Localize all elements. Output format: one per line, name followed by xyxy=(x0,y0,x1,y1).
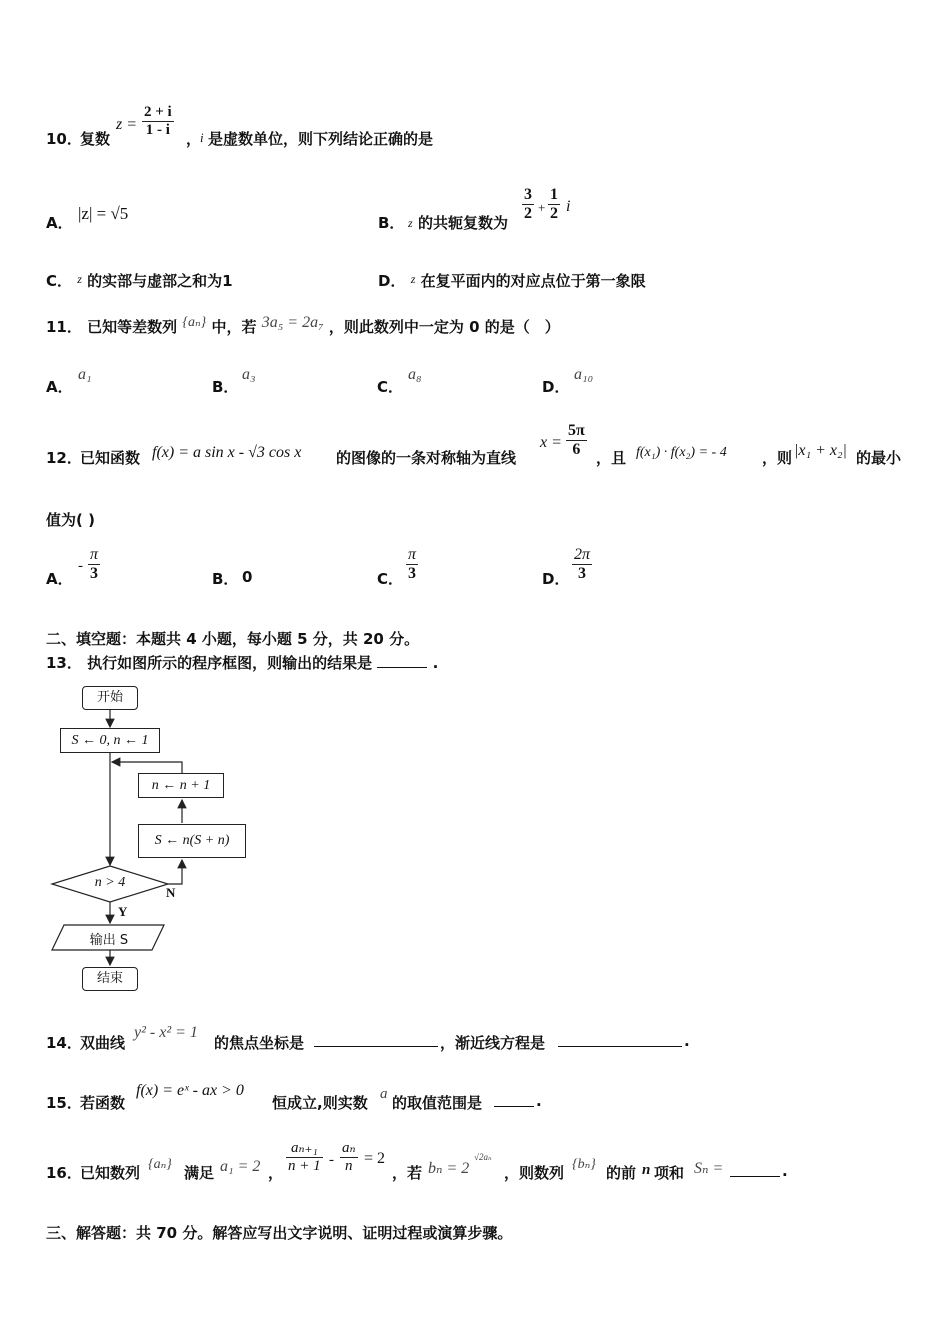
q12-d-den: 3 xyxy=(572,564,592,583)
q13-answer-blank[interactable] xyxy=(377,655,427,668)
q12-c-label: C． xyxy=(377,570,404,588)
q15-stem3: 的取值范围是 xyxy=(392,1094,483,1112)
q10-frac-den: 1 - i xyxy=(142,121,174,139)
q15-function: f(x) = eˣ - ax > 0 xyxy=(136,1082,244,1099)
q12-axis-frac xyxy=(566,422,587,459)
q11-c-label: C． xyxy=(377,378,404,396)
q13-stem xyxy=(46,652,438,673)
q10-b-i: i xyxy=(566,198,571,215)
q11-b-label: B． xyxy=(212,378,239,396)
q12-b-label: B． xyxy=(212,570,239,588)
q14-foci-blank[interactable] xyxy=(314,1034,438,1047)
q16-stem3: ，若 xyxy=(392,1164,423,1182)
q11-zero: 0 xyxy=(469,318,480,336)
q12-stem4: ，则 xyxy=(762,449,793,467)
q10-b-den2: 2 xyxy=(550,205,558,222)
q11-b-value: a₃ xyxy=(242,366,256,383)
flowchart-end: 结束 xyxy=(82,967,138,991)
q14-stem1: 双曲线 xyxy=(80,1034,126,1052)
q12-a-sign: - xyxy=(78,558,83,574)
q15-stem1: 若函数 xyxy=(80,1094,126,1112)
q10-b-z: z xyxy=(408,216,413,230)
q16-b-sequence: {bₙ} xyxy=(572,1157,596,1172)
q11-number: 11． xyxy=(46,318,82,336)
flowchart-start: 开始 xyxy=(82,686,138,710)
q16-stem5: 的前 xyxy=(606,1164,637,1182)
q11-sequence: {aₙ} xyxy=(182,315,207,330)
q12-c-frac xyxy=(406,546,418,583)
q10-option-c xyxy=(46,270,233,291)
q12-d-label: D． xyxy=(542,570,570,588)
q12-product: f(x₁) · f(x₂) = - 4 xyxy=(636,445,727,460)
q16-n: n xyxy=(642,1162,651,1178)
q10-b-label: B． xyxy=(378,214,405,232)
q10-comma: ， xyxy=(186,130,202,148)
q12-c-num: π xyxy=(408,546,417,563)
q16-sequence: {aₙ} xyxy=(148,1157,172,1172)
q15-period: . xyxy=(536,1092,542,1110)
q10-d-text: 在复平面内的对应点位于第一象限 xyxy=(420,272,646,290)
flowchart-output: 输出 S xyxy=(89,933,129,948)
q10-b-plus: + xyxy=(538,200,546,215)
q10-fraction xyxy=(142,104,174,139)
q10-a-label: A． xyxy=(46,214,73,232)
q14-stem3: ，渐近线方程是 xyxy=(440,1034,546,1052)
q10-option-d xyxy=(378,270,646,291)
q16-stem4: ，则数列 xyxy=(504,1164,565,1182)
q12-a-num: π xyxy=(90,546,99,563)
q15-a-symbol: a xyxy=(380,1086,388,1102)
q14-stem2: 的焦点坐标是 xyxy=(214,1034,305,1052)
q10-b-num2: 1 xyxy=(550,186,558,203)
q10-b-text: 的共轭复数为 xyxy=(418,214,509,232)
q10-c-label: C． xyxy=(46,272,73,290)
q12-number: 12． xyxy=(46,449,82,467)
q12-stem2: 的图像的一条对称轴为直线 xyxy=(336,449,517,467)
q12-abs: |x₁ + x₂| xyxy=(794,442,847,459)
q16-period: . xyxy=(782,1162,788,1180)
q10-number: 10． xyxy=(46,130,82,148)
q12-d-frac xyxy=(572,546,592,583)
section2-heading: 二、填空题：本题共 4 小题，每小题 5 分，共 20 分。 xyxy=(46,630,420,648)
q16-number: 16． xyxy=(46,1164,82,1182)
q11-stem3: ，则此数列中一定为 xyxy=(328,318,464,336)
q10-z-eq: z = xyxy=(116,116,138,133)
q11-d-label: D． xyxy=(542,378,570,396)
q10-d-z: z xyxy=(410,272,416,286)
q11-a-label: A． xyxy=(46,378,73,396)
q16-stem xyxy=(46,1138,806,1184)
q16-stem6: 项和 xyxy=(654,1164,685,1182)
q10-d-label: D． xyxy=(378,272,406,290)
q13-number: 13． xyxy=(46,654,82,672)
q11-condition: 3a₅ = 2a₇ xyxy=(261,314,324,331)
q12-options xyxy=(46,546,746,590)
q16-bn-exponent: √2aₙ xyxy=(474,1152,492,1162)
q16-frac1-num: aₙ₊₁ xyxy=(290,1140,318,1156)
q12-stem-continued: 值为( ) xyxy=(46,511,95,529)
q13-period: . xyxy=(432,654,439,672)
q12-a-frac xyxy=(88,546,100,583)
q11-stem1: 已知等差数列 xyxy=(87,318,178,336)
q11-stem4: 的是（ ） xyxy=(484,318,560,336)
q11-stem2: 中，若 xyxy=(211,318,257,336)
q13-stem-text: 执行如图所示的程序框图，则输出的结果是 xyxy=(87,654,373,672)
q14-period: . xyxy=(684,1032,690,1050)
q12-c-den: 3 xyxy=(406,564,418,583)
q15-stem2: 恒成立,则实数 xyxy=(272,1094,368,1112)
q12-stem3: ，且 xyxy=(596,449,627,467)
q14-number: 14． xyxy=(46,1034,82,1052)
q16-frac1 xyxy=(286,1138,323,1175)
q10-b-frac1 xyxy=(522,186,534,223)
q12-b-value: 0 xyxy=(242,568,253,586)
q15-answer-blank[interactable] xyxy=(494,1094,534,1107)
q11-d-value: a₁₀ xyxy=(574,366,594,383)
q10-c-z: z xyxy=(77,272,82,286)
q14-stem xyxy=(46,1024,746,1054)
flowchart-increment: n ← n + 1 xyxy=(138,773,224,798)
q16-a1: a₁ = 2 xyxy=(220,1158,261,1175)
q12-axis-num: 5π xyxy=(568,422,585,439)
q10-i-symbol: i xyxy=(200,130,204,145)
q12-x-eq: x = xyxy=(540,434,562,451)
q16-eq2: = 2 xyxy=(364,1150,386,1167)
q12-stem xyxy=(46,422,926,472)
q10-a-math: |z| = √5 xyxy=(78,204,129,223)
q11-stem xyxy=(46,316,560,337)
q11-options xyxy=(46,366,746,396)
q15-number: 15． xyxy=(46,1094,82,1112)
q12-stem5: 的最小 xyxy=(856,449,902,467)
q16-frac1-den: n + 1 xyxy=(288,1158,321,1174)
q10-stem-pre: 复数 xyxy=(80,130,111,148)
q16-frac2-num: aₙ xyxy=(342,1140,356,1156)
q12-stem1: 已知函数 xyxy=(80,449,141,467)
q10-b-frac2 xyxy=(548,186,560,223)
q10-c-text: 的实部与虚部之和为1 xyxy=(87,272,233,290)
q16-stem2: 满足 xyxy=(184,1164,215,1182)
q16-comma: ， xyxy=(268,1164,284,1182)
q12-a-label: A． xyxy=(46,570,73,588)
q10-b-num1: 3 xyxy=(524,186,532,203)
q12-function: f(x) = a sin x - √3 cos x xyxy=(152,444,302,461)
q16-frac2 xyxy=(340,1138,358,1175)
q11-c-value: a₈ xyxy=(408,366,422,383)
q15-stem xyxy=(46,1082,746,1112)
q16-sn: Sₙ = xyxy=(694,1160,724,1177)
flowchart-update: S ← n(S + n) xyxy=(138,824,246,858)
q13-flowchart xyxy=(40,682,260,994)
q16-minus: - xyxy=(329,1152,334,1168)
q10-b-den1: 2 xyxy=(524,205,532,222)
flowchart-yes-label: Y xyxy=(118,904,128,919)
q12-a-den: 3 xyxy=(88,564,100,583)
q16-answer-blank[interactable] xyxy=(730,1164,780,1177)
q14-equation: y² - x² = 1 xyxy=(134,1024,198,1041)
q11-a-value: a₁ xyxy=(78,366,92,383)
flowchart-no-label: N xyxy=(166,885,176,900)
flowchart-init: S ← 0, n ← 1 xyxy=(60,728,160,753)
q10-stem-post: 是虚数单位，则下列结论正确的是 xyxy=(208,130,434,148)
q14-asymptote-blank[interactable] xyxy=(558,1034,682,1047)
q12-axis-den: 6 xyxy=(566,440,587,459)
q16-stem1: 已知数列 xyxy=(80,1164,141,1182)
q16-bn: bₙ = 2 xyxy=(428,1160,470,1177)
q10-frac-num: 2 + i xyxy=(144,104,172,120)
flowchart-condition: n > 4 xyxy=(94,875,126,890)
section3-heading: 三、解答题：共 70 分。解答应写出文字说明、证明过程或演算步骤。 xyxy=(46,1224,513,1242)
q16-frac2-den: n xyxy=(340,1157,358,1175)
q12-d-num: 2π xyxy=(574,546,591,563)
